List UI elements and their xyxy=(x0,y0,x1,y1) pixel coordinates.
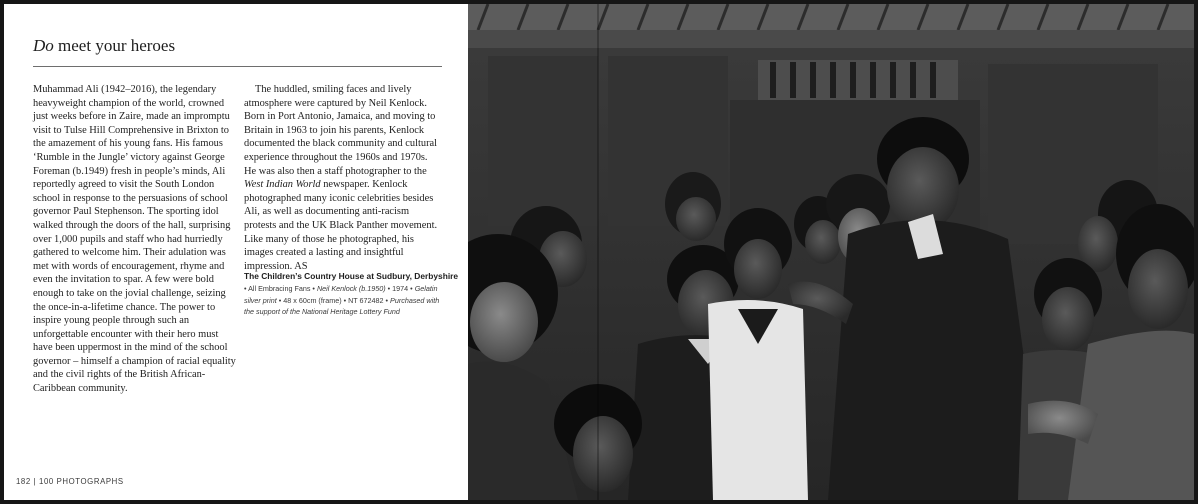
left-page xyxy=(4,4,468,500)
page-footer xyxy=(16,477,124,486)
text-column-1 xyxy=(33,83,238,396)
heading-emphasis: Do xyxy=(33,36,54,55)
caption-medium: Gelatin silver print xyxy=(244,284,438,305)
paragraph-ali-visit: Muhammad Ali (1942–2016), the legendary heavyweight champion of the world, crowned just weeks before in Zaire, made an impromptu visit to Tulse Hill Comprehensive in Brixton to the amazement of his young fans. His famous ‘Rumble in the Jungle’ victory against George Foreman (b.1949) fresh in people’s minds, Ali reportedly agreed to visit the South London school in response to the persuasions of school governor Paul Stephenson. The sporting idol walked through the doors of the hall, surprising over 1,000 pupils and staff who had hurriedly gathered to welcome him. Their adulation was met with words of encouragement, rhyme and even the invitation to spar. A few were bold enough to take on the jovial challenge, seizing the once-in-a-lifetime chance. The power to inspire young people through such an unforgettable encounter with their hero must have been uppermost in the mind of the school governor – himself a champion of racial equality and the civil rights of the British African-Caribbean community. xyxy=(33,84,236,395)
heading-rule xyxy=(33,66,442,67)
photo-caption xyxy=(244,271,459,318)
paragraph-kenlock-a: The huddled, smiling faces and lively atmosphere were captured by Neil Kenlock. Born in Port Antonio, Jamaica, and moving to Britain in 1963 to join his parents, Kenlock documented the black community and cultural experience throughout the 1960s and 1970s. He was also then a staff photographer to the xyxy=(244,84,438,177)
caption-title: The Children’s Country House at Sudbury, Derbyshire xyxy=(244,271,459,281)
caption-photographer: Neil Kenlock (b.1950) xyxy=(316,284,386,294)
caption-part-c: • 1974 • xyxy=(385,284,415,294)
newspaper-title: West Indian World xyxy=(244,179,321,191)
text-column-2 xyxy=(244,83,442,273)
paragraph-kenlock-b: newspaper. Kenlock photographed many iconic celebrities besides Ali, as well as documenting anti-racism protests and the UK Black Panther movement. Like many of those he photographed, his images created a lasting and insightful impression. AS xyxy=(244,179,438,272)
book-title: 100 PHOTOGRAPHS xyxy=(39,477,124,486)
page-number: 182 xyxy=(16,477,31,486)
photograph-illustration xyxy=(468,4,1194,500)
photograph xyxy=(468,4,1194,500)
page-heading xyxy=(33,36,175,56)
caption-part-a: • All Embracing Fans • xyxy=(244,284,317,294)
caption-credit: Purchased with the support of the National Heritage Lottery Fund xyxy=(244,295,440,317)
heading-rest: meet your heroes xyxy=(53,36,176,55)
caption-part-e: • 48 x 60cm (frame) • NT 672482 • xyxy=(276,295,391,305)
footer-separator: | xyxy=(33,477,37,486)
paragraph-kenlock xyxy=(244,83,442,273)
